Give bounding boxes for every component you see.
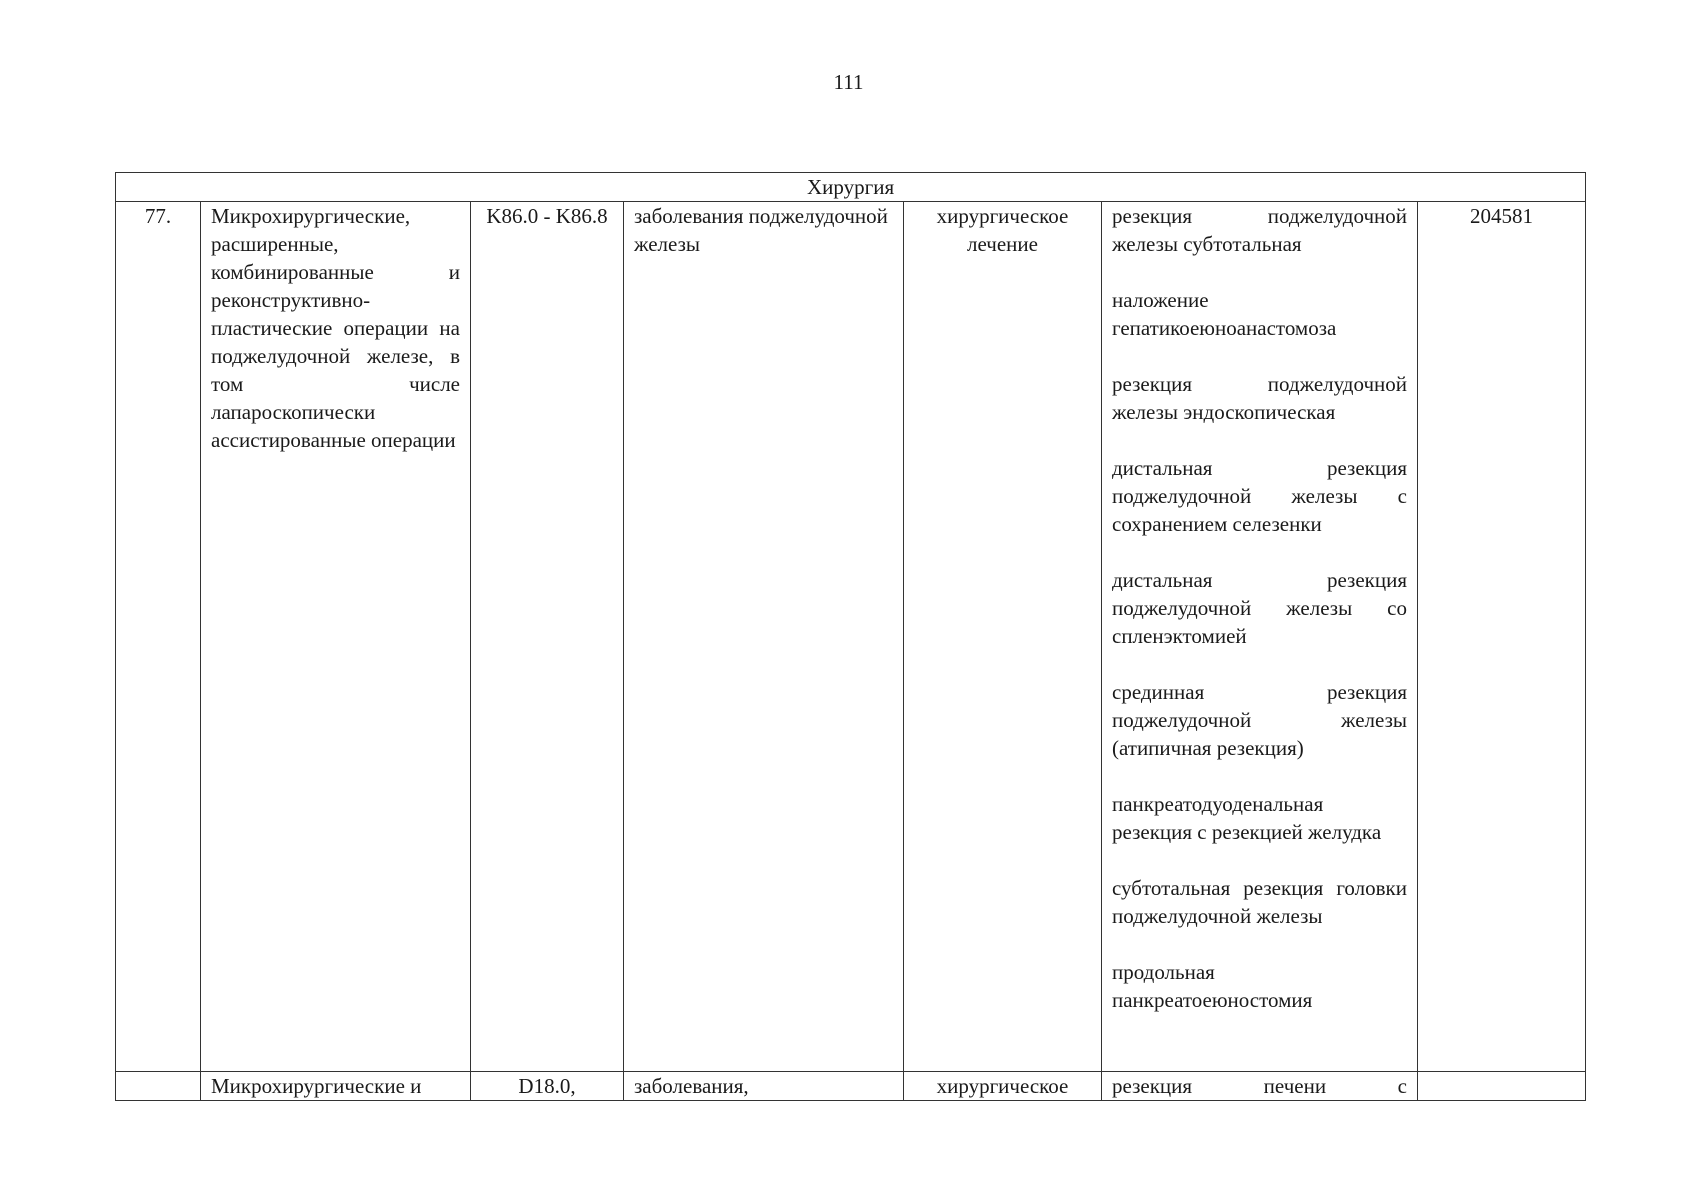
procedure-item: наложение гепатикоеюноанастомоза — [1112, 288, 1337, 340]
table-row — [116, 202, 1586, 1072]
section-title: Хирургия — [116, 173, 1586, 202]
procedure-item: панкреатодуоденальная резекция с резекцией желудка — [1112, 792, 1382, 844]
procedure-item: резекция поджелудочной железы эндоскопическая — [1112, 372, 1407, 424]
page-number: 111 — [833, 70, 864, 94]
icd-codes: K86.0 - K86.8 — [471, 202, 624, 1072]
cost-value: 204581 — [1418, 202, 1586, 1072]
services-table — [115, 172, 1586, 1101]
procedure-item: резекция поджелудочной железы субтотальная — [1112, 204, 1407, 256]
table-row — [116, 1072, 1586, 1101]
disease-description: заболевания, — [624, 1072, 904, 1101]
section-title-row — [116, 173, 1586, 202]
service-name: Микрохирургические и — [201, 1072, 471, 1101]
row-number — [116, 1072, 201, 1101]
procedures-list — [1102, 202, 1418, 1072]
service-name: Микрохирургические, расширенные, комбинированные и реконструктивно-пластические операции на поджелудочной железе, в том числе лапароскопически ассистированные операции — [201, 202, 471, 1072]
treatment-type: хирургическое — [904, 1072, 1102, 1101]
procedure-item: дистальная резекция поджелудочной железы со спленэктомией — [1112, 568, 1407, 648]
procedure-item: дистальная резекция поджелудочной железы с сохранением селезенки — [1112, 456, 1407, 536]
cost-value — [1418, 1072, 1586, 1101]
procedure-item: резекция печени с — [1112, 1074, 1407, 1098]
row-number: 77. — [116, 202, 201, 1072]
icd-codes: D18.0, — [471, 1072, 624, 1101]
disease-description: заболевания поджелудочной железы — [624, 202, 904, 1072]
treatment-type: хирургическое лечение — [904, 202, 1102, 1072]
procedure-item: продольная панкреатоеюностомия — [1112, 960, 1313, 1012]
procedures-list — [1102, 1072, 1418, 1101]
procedure-item: субтотальная резекция головки поджелудочной железы — [1112, 876, 1407, 928]
procedure-item: срединная резекция поджелудочной железы (атипичная резекция) — [1112, 680, 1407, 760]
